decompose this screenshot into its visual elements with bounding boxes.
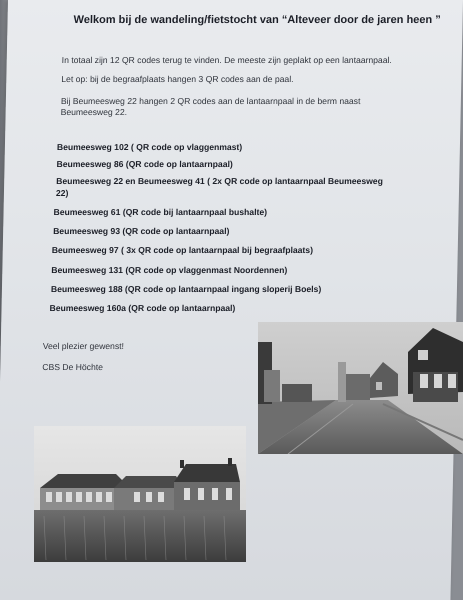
- route-item: Beumeesweg 22 en Beumeesweg 41 ( 2x QR code op lantaarnpaal Beumeesweg: [56, 176, 384, 186]
- route-item: Beumeesweg 102 ( QR code op vlaggenmast): [56, 142, 243, 152]
- route-item: Beumeesweg 86 (QR code op lantaarnpaal): [56, 159, 233, 169]
- intro-line-3b: Beumeesweg 22.: [60, 107, 128, 117]
- route-item-continued: 22): [55, 188, 69, 198]
- route-item: Beumeesweg 61 (QR code bij lantaarnpaal bushalte): [53, 207, 268, 217]
- route-item: Beumeesweg 131 (QR code op vlaggenmast Noordennen): [51, 265, 288, 275]
- intro-line-2: Let op: bij de begraafplaats hangen 3 QR codes aan de paal.: [61, 74, 294, 84]
- closing-greeting: Veel plezier gewenst!: [42, 341, 125, 351]
- route-item: Beumeesweg 93 (QR code op lantaarnpaal): [53, 226, 230, 236]
- school-photo: [34, 426, 246, 562]
- intro-line-1: In totaal zijn 12 QR codes terug te vinden. De meeste zijn geplakt op een lantaarnpaal.: [61, 55, 392, 65]
- route-item: Beumeesweg 188 (QR code op lantaarnpaal ingang sloperij Boels): [50, 284, 322, 294]
- route-item: Beumeesweg 160a (QR code op lantaarnpaal): [49, 303, 236, 313]
- document-title: Welkom bij de wandeling/fietstocht van “Alteveer door de jaren heen ”: [73, 14, 441, 26]
- street-photo: [258, 322, 463, 454]
- closing-signature: CBS De Höchte: [42, 362, 104, 372]
- route-item: Beumeesweg 97 ( 3x QR code op lantaarnpaal bij begraafplaats): [51, 245, 314, 255]
- intro-line-3a: Bij Beumeesweg 22 hangen 2 QR codes aan de lantaarnpaal in de berm naast: [60, 96, 361, 106]
